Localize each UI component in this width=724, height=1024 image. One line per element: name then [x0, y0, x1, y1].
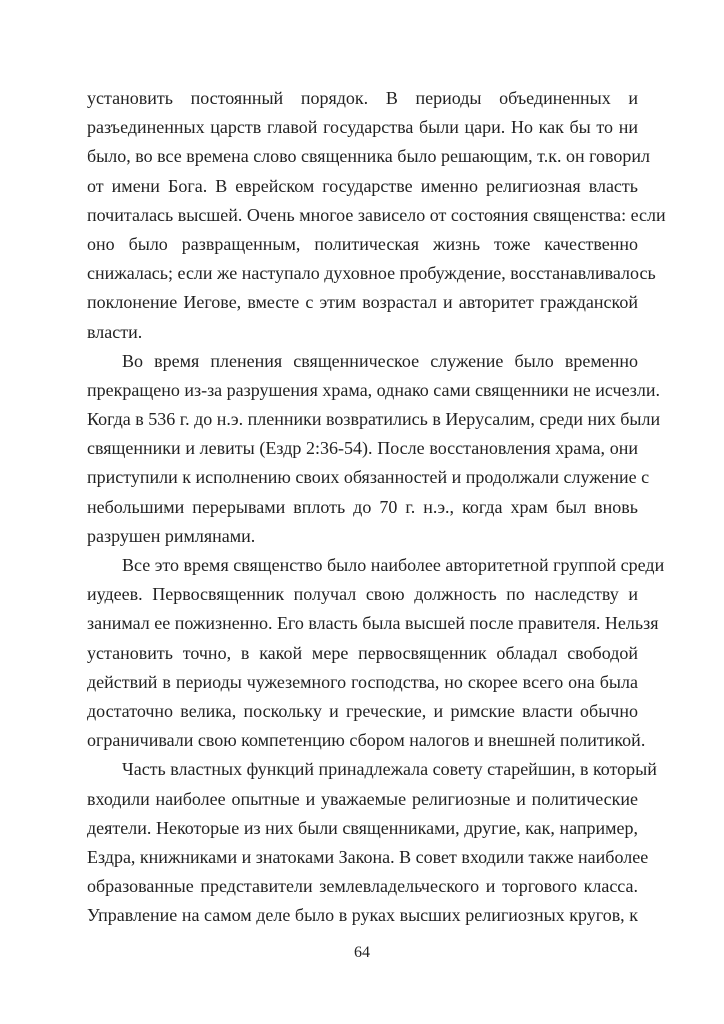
text-line: достаточно велика, поскольку и греческие, и римские власти обычно: [87, 700, 638, 721]
text-line: было, во все времена слово священника было решающим, т.к. он говорил: [87, 146, 651, 167]
paragraph: [87, 84, 666, 347]
text-line: прекращено из-за разрушения храма, однако сами священники не исчезли.: [87, 379, 661, 400]
text-line: Ездра, книжниками и знатоками Закона. В совет входили также наиболее: [87, 846, 649, 867]
text-line: Управление на самом деле было в руках высших религиозных кругов, к: [87, 905, 638, 926]
text-line: Когда в 536 г. до н.э. пленники возвратились в Иерусалим, среди них были: [87, 409, 661, 430]
text-line: занимал ее пожизненно. Его власть была высшей после правителя. Нельзя: [87, 613, 659, 634]
text-line: действий в периоды чужеземного господства, но скорее всего она была: [87, 671, 638, 692]
paragraph: [87, 755, 657, 930]
paragraph: [87, 347, 661, 551]
text-line: Все это время священство было наиболее авторитетной группой среди: [122, 555, 665, 575]
text-line: Во время пленения священническое служение было временно: [122, 350, 638, 371]
text-line: небольшими перерывами вплоть до 70 г. н.э., когда храм был вновь: [87, 496, 638, 517]
paragraph: [87, 551, 665, 755]
text-line: Часть властных функций принадлежала совету старейшин, в который: [122, 759, 657, 780]
text-line: ограничивали свою компетенцию сбором налогов и внешней политикой.: [87, 730, 646, 751]
text-line: входили наиболее опытные и уважаемые религиозные и политические: [87, 788, 638, 809]
text-line: оно было развращенным, политическая жизнь тоже качественно: [87, 233, 638, 254]
text-line: власти.: [87, 321, 143, 342]
text-line: разрушен римлянами.: [87, 525, 256, 546]
text-line: деятели. Некоторые из них были священниками, другие, как, например,: [87, 817, 638, 838]
text-line: поклонение Иегове, вместе с этим возрастал и авторитет гражданской: [87, 292, 638, 313]
text-line: почиталась высшей. Очень многое зависело от состояния священства: если: [87, 204, 666, 225]
text-line: приступили к исполнению своих обязанностей и продолжали служение с: [87, 467, 650, 488]
text-line: разъединенных царств главой государства были цари. Но как бы то ни: [87, 117, 638, 138]
text-line: от имени Бога. В еврейском государстве именно религиозная власть: [87, 175, 638, 196]
text-line: иудеев. Первосвященник получал свою должность по наследству и: [87, 584, 638, 605]
text-line: священники и левиты (Ездр 2:36-54). После восстановления храма, они: [87, 438, 638, 459]
text-line: установить точно, в какой мере первосвященник обладал свободой: [87, 642, 638, 663]
text-line: образованные представители землевладельческого и торгового класса.: [87, 876, 638, 897]
text-line: установить постоянный порядок. В периоды объединенных и: [87, 88, 638, 108]
text-line: снижалась; если же наступало духовное пробуждение, восстанавливалось: [87, 263, 656, 284]
page-number: 64: [354, 944, 370, 961]
document-body: [87, 84, 666, 930]
